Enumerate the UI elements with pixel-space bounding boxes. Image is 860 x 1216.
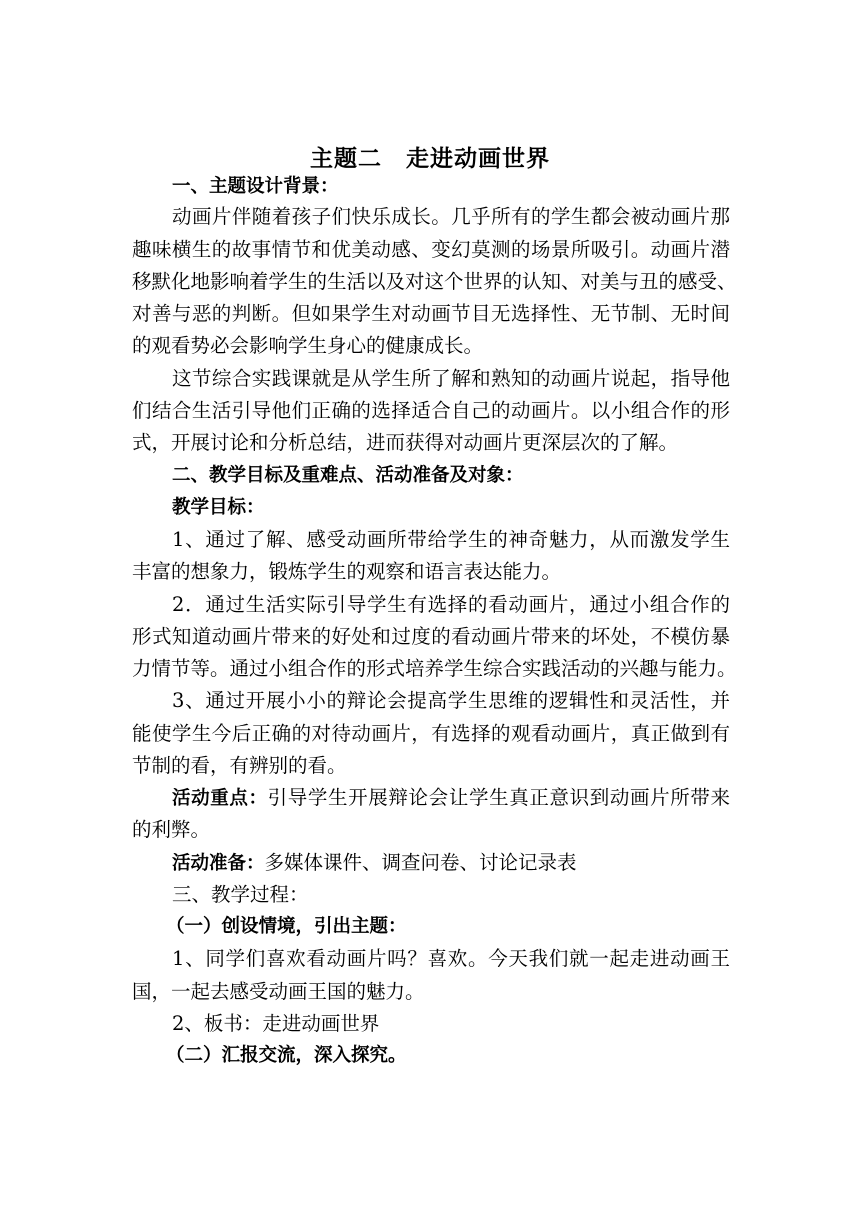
paragraph-line: 能使学生今后正确的对待动画片，有选择的观看动画片，真正做到有 [132,722,730,745]
paragraph-line: 2、板书：走进动画世界 [172,1012,380,1035]
subheading-report-exchange: （二）汇报交流，深入探究。 [166,1045,407,1066]
section-heading-objectives: 二、教学目标及重难点、活动准备及对象： [172,465,524,486]
paragraph-line: 的观看势必会影响学生身心的健康成长。 [132,334,484,357]
subheading-teaching-goals: 教学目标： [172,497,265,518]
focus-label: 活动重点： [172,788,268,809]
focus-text: 引导学生开展辩论会让学生真正意识到动画片所带来 [267,786,730,809]
section-heading-background: 一、主题设计背景： [172,176,339,197]
subheading-create-scene: （一）创设情境，引出主题： [166,916,407,937]
page-title: 主题二 走进动画世界 [310,146,550,172]
section-heading-process: 三、教学过程： [172,883,309,906]
paragraph-line: 对善与恶的判断。但如果学生对动画节目无选择性、无节制、无时间 [132,302,730,325]
paragraph-line: 这节综合实践课就是从学生所了解和熟知的动画片说起，指导他 [172,367,730,390]
prep-label: 活动准备： [172,853,265,874]
focus-line [172,783,730,814]
paragraph-line: 国，一起去感受动画王国的魅力。 [132,980,425,1003]
paragraph-line: 趣味横生的故事情节和优美动感、变幻莫测的场景所吸引。动画片潜 [132,238,730,261]
paragraph-line: 们结合生活引导他们正确的选择适合自己的动画片。以小组合作的形 [132,399,730,422]
paragraph-line: 式，开展讨论和分析总结，进而获得对动画片更深层次的了解。 [132,431,679,454]
paragraph-line: 动画片伴随着孩子们快乐成长。几乎所有的学生都会被动画片那 [172,205,730,228]
paragraph-line: 1、同学们喜欢看动画片吗？喜欢。今天我们就一起走进动画王 [172,947,730,970]
paragraph-line: 丰富的想象力，锻炼学生的观察和语言表达能力。 [132,560,562,583]
paragraph-line: 3、通过开展小小的辩论会提高学生思维的逻辑性和灵活性，并 [172,689,730,712]
prep-line [172,848,577,879]
paragraph-line: 节制的看，有辨别的看。 [132,754,347,777]
prep-text: 多媒体课件、调查问卷、讨论记录表 [264,851,577,874]
paragraph-line: 的利弊。 [132,818,211,841]
paragraph-line: 移默化地影响着学生的生活以及对这个世界的认知、对美与丑的感受、 [132,270,737,293]
paragraph-line: 1、通过了解、感受动画所带给学生的神奇魅力，从而激发学生 [172,528,730,551]
paragraph-line: 形式知道动画片带来的好处和过度的看动画片带来的坏处，不模仿暴 [132,625,730,648]
paragraph-line: 2．通过生活实际引导学生有选择的看动画片，通过小组合作的 [172,593,730,616]
paragraph-line: 力情节等。通过小组合作的形式培养学生综合实践活动的兴趣与能力。 [132,657,737,680]
